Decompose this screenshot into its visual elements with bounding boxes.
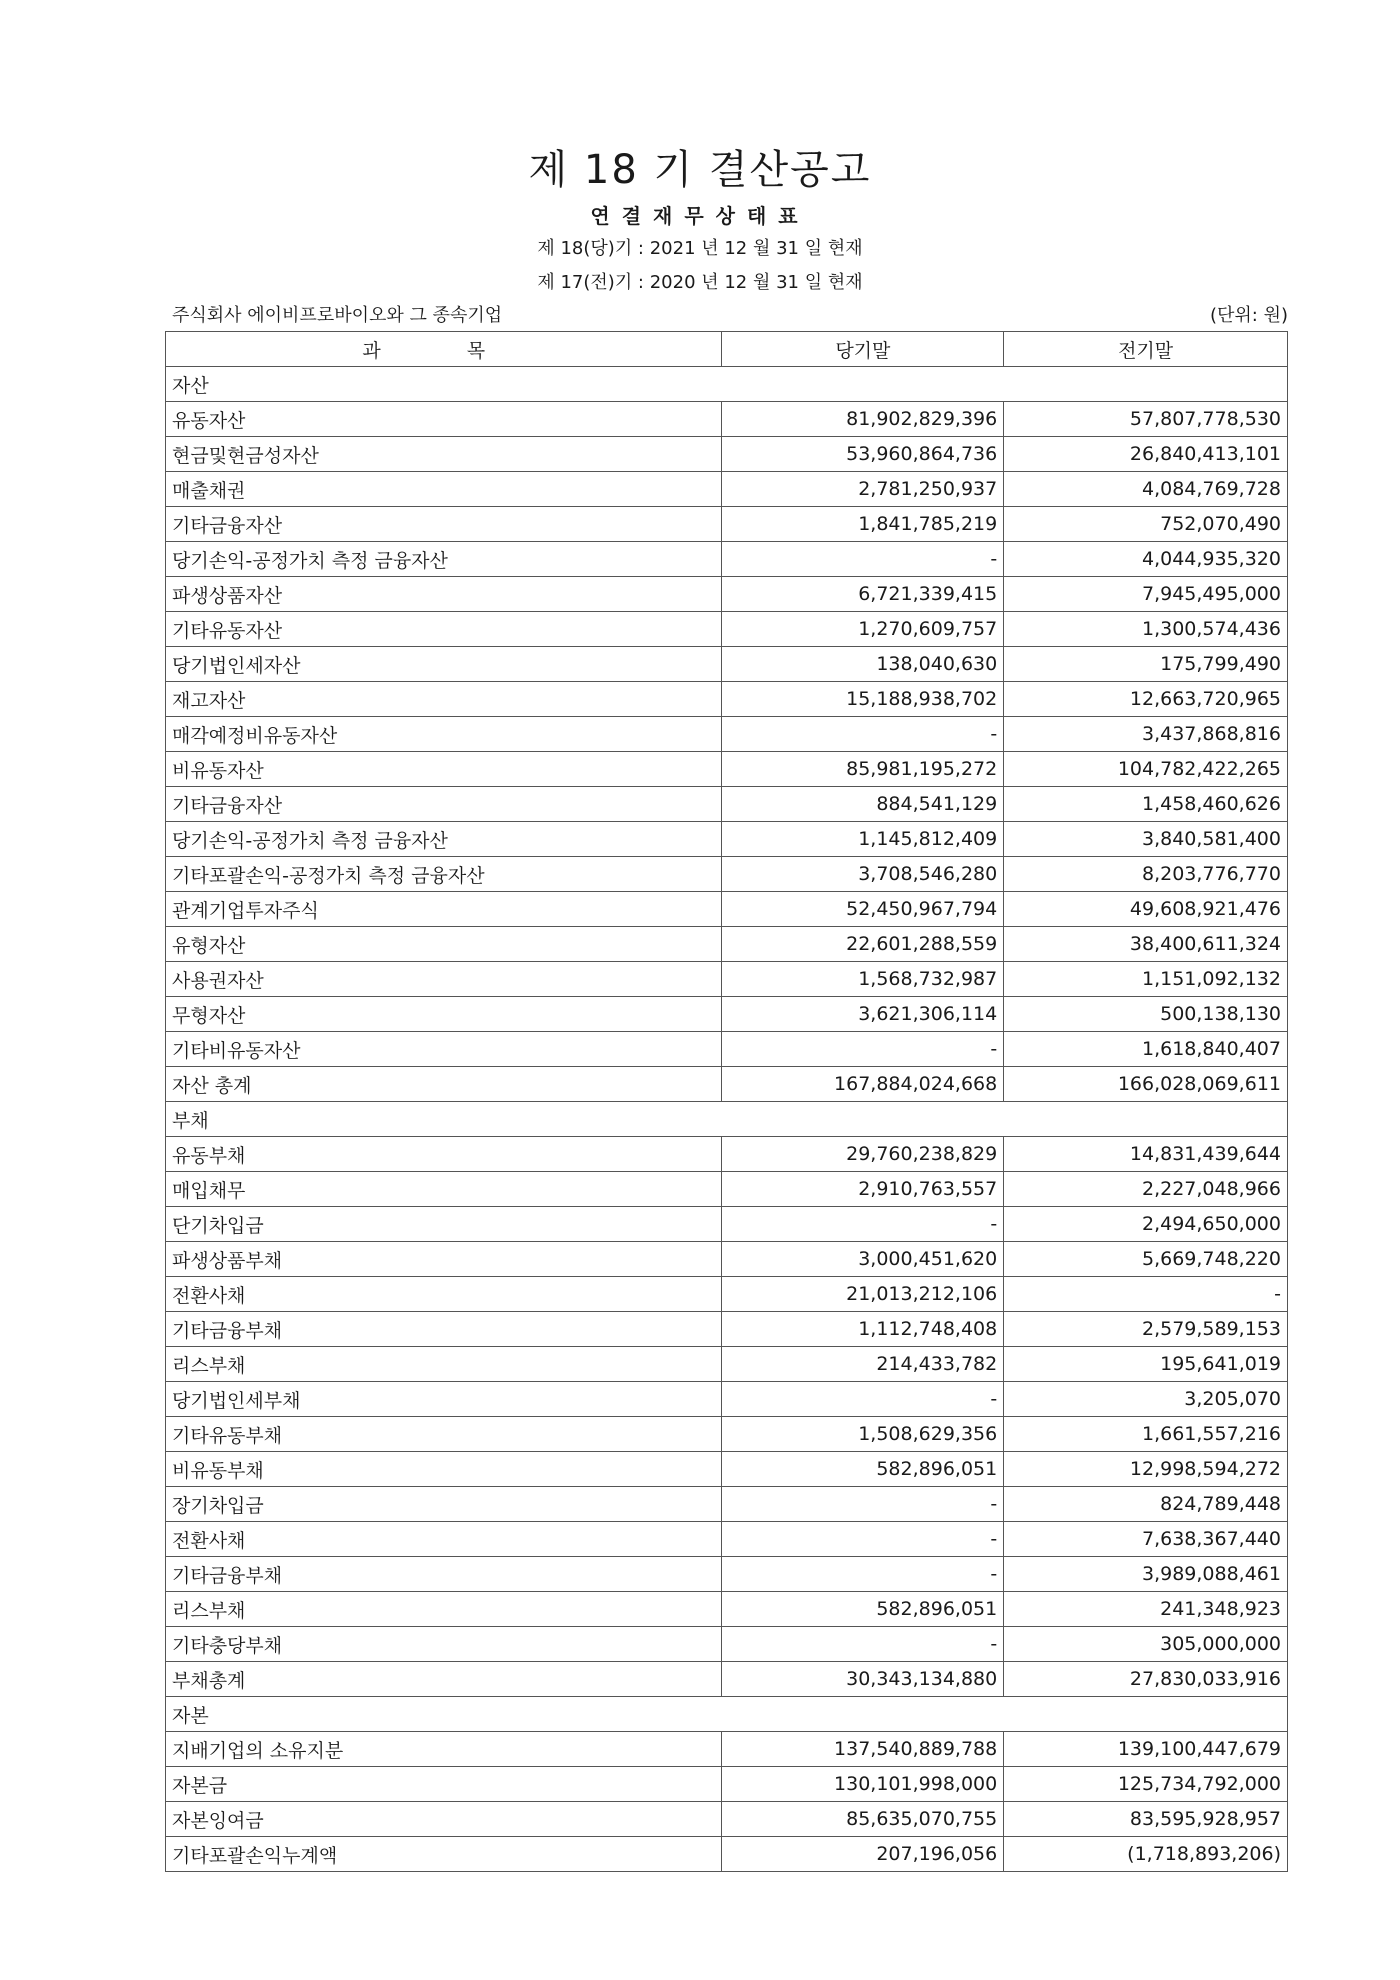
account-label: 기타금융부채 [166,1312,722,1347]
section-label: 자본 [166,1697,1288,1732]
table-row [166,1207,1288,1242]
prior-value: 305,000,000 [1004,1627,1288,1662]
table-row [166,1382,1288,1417]
current-value: 22,601,288,559 [722,927,1004,962]
table-row [166,717,1288,752]
account-label: 장기차입금 [166,1487,722,1522]
table-row [166,1347,1288,1382]
prior-value: 1,300,574,436 [1004,612,1288,647]
prior-value: 12,663,720,965 [1004,682,1288,717]
current-value: - [722,1522,1004,1557]
current-value: - [722,1557,1004,1592]
current-value: - [722,1032,1004,1067]
account-label: 기타포괄손익-공정가치 측정 금융자산 [166,857,722,892]
company-name: 주식회사 에이비프로바이오와 그 종속기업 [172,305,503,326]
table-body [166,367,1288,1872]
current-value: 15,188,938,702 [722,682,1004,717]
table-row [166,752,1288,787]
current-value: - [722,717,1004,752]
unit-label: (단위: 원) [1210,305,1288,326]
prior-value: 2,579,589,153 [1004,1312,1288,1347]
table-row [166,402,1288,437]
table-row [166,787,1288,822]
table-row [166,1627,1288,1662]
prior-value: 3,840,581,400 [1004,822,1288,857]
account-label: 리스부채 [166,1347,722,1382]
current-value: 1,270,609,757 [722,612,1004,647]
current-value: 6,721,339,415 [722,577,1004,612]
prior-value: 27,830,033,916 [1004,1662,1288,1697]
prior-value: - [1004,1277,1288,1312]
current-value: 884,541,129 [722,787,1004,822]
current-value: 52,450,967,794 [722,892,1004,927]
table-row [166,1172,1288,1207]
section-header-row [166,367,1288,402]
table-row [166,472,1288,507]
section-label: 자산 [166,367,1288,402]
balance-sheet-table [165,331,1288,1872]
account-label: 무형자산 [166,997,722,1032]
prior-value: 14,831,439,644 [1004,1137,1288,1172]
table-row [166,1452,1288,1487]
table-row [166,1417,1288,1452]
table-row [166,1137,1288,1172]
table-row [166,1032,1288,1067]
current-value: 29,760,238,829 [722,1137,1004,1172]
account-label: 사용권자산 [166,962,722,997]
prior-value: 38,400,611,324 [1004,927,1288,962]
prior-value: 26,840,413,101 [1004,437,1288,472]
account-label: 유동자산 [166,402,722,437]
account-label: 리스부채 [166,1592,722,1627]
account-label: 당기법인세자산 [166,647,722,682]
current-value: 167,884,024,668 [722,1067,1004,1102]
account-label: 기타유동자산 [166,612,722,647]
table-row [166,1067,1288,1102]
account-label: 당기손익-공정가치 측정 금융자산 [166,822,722,857]
account-label: 전환사채 [166,1522,722,1557]
current-value: 137,540,889,788 [722,1732,1004,1767]
current-value: 214,433,782 [722,1347,1004,1382]
account-label: 기타유동부채 [166,1417,722,1452]
current-value: 1,568,732,987 [722,962,1004,997]
current-value: 85,981,195,272 [722,752,1004,787]
current-value: 85,635,070,755 [722,1802,1004,1837]
prior-value: 57,807,778,530 [1004,402,1288,437]
table-row [166,997,1288,1032]
account-label: 비유동부채 [166,1452,722,1487]
table-row [166,682,1288,717]
account-label: 매출채권 [166,472,722,507]
table-row [166,1487,1288,1522]
account-label: 현금및현금성자산 [166,437,722,472]
prior-value: 1,151,092,132 [1004,962,1288,997]
account-label: 자본잉여금 [166,1802,722,1837]
prior-value: 3,989,088,461 [1004,1557,1288,1592]
account-label: 파생상품자산 [166,577,722,612]
prior-value: 5,669,748,220 [1004,1242,1288,1277]
prior-value: 166,028,069,611 [1004,1067,1288,1102]
table-row [166,1837,1288,1872]
account-label: 당기손익-공정가치 측정 금융자산 [166,542,722,577]
current-value: 130,101,998,000 [722,1767,1004,1802]
current-value: 30,343,134,880 [722,1662,1004,1697]
table-row [166,612,1288,647]
table-row [166,1557,1288,1592]
current-value: 1,112,748,408 [722,1312,1004,1347]
current-value: - [722,1207,1004,1242]
prior-value: 752,070,490 [1004,507,1288,542]
account-label: 재고자산 [166,682,722,717]
current-value: - [722,1627,1004,1662]
current-value: 207,196,056 [722,1837,1004,1872]
section-label: 부채 [166,1102,1288,1137]
account-label: 기타충당부채 [166,1627,722,1662]
table-row [166,927,1288,962]
table-header-row [166,332,1288,367]
prior-value: 1,661,557,216 [1004,1417,1288,1452]
account-label: 관계기업투자주식 [166,892,722,927]
prior-value: 8,203,776,770 [1004,857,1288,892]
table-row [166,1767,1288,1802]
account-label: 지배기업의 소유지분 [166,1732,722,1767]
account-label: 유형자산 [166,927,722,962]
account-label: 비유동자산 [166,752,722,787]
table-row [166,962,1288,997]
table-row [166,1522,1288,1557]
table-row [166,892,1288,927]
account-label: 기타비유동자산 [166,1032,722,1067]
current-value: 582,896,051 [722,1452,1004,1487]
prior-value: 125,734,792,000 [1004,1767,1288,1802]
current-value: 1,841,785,219 [722,507,1004,542]
table-row [166,542,1288,577]
statement-subtitle: 연결재무상태표 [590,204,810,228]
table-row [166,507,1288,542]
table-row [166,1732,1288,1767]
period-prior: 제 17(전)기 : 2020 년 12 월 31 일 현재 [537,272,863,293]
current-value: - [722,1487,1004,1522]
prior-value: 2,227,048,966 [1004,1172,1288,1207]
prior-value: (1,718,893,206) [1004,1837,1288,1872]
current-value: 3,000,451,620 [722,1242,1004,1277]
current-value: 3,621,306,114 [722,997,1004,1032]
prior-value: 1,458,460,626 [1004,787,1288,822]
prior-value: 241,348,923 [1004,1592,1288,1627]
account-label: 매각예정비유동자산 [166,717,722,752]
account-label: 부채총계 [166,1662,722,1697]
table-row [166,1592,1288,1627]
table-row [166,1242,1288,1277]
prior-value: 139,100,447,679 [1004,1732,1288,1767]
prior-value: 500,138,130 [1004,997,1288,1032]
account-label: 기타금융자산 [166,787,722,822]
prior-value: 3,437,868,816 [1004,717,1288,752]
current-value: 2,910,763,557 [722,1172,1004,1207]
prior-value: 12,998,594,272 [1004,1452,1288,1487]
current-value: 1,508,629,356 [722,1417,1004,1452]
current-value: 53,960,864,736 [722,437,1004,472]
account-label: 유동부채 [166,1137,722,1172]
account-label: 파생상품부채 [166,1242,722,1277]
section-header-row [166,1102,1288,1137]
prior-value: 824,789,448 [1004,1487,1288,1522]
table-row [166,437,1288,472]
account-label: 기타포괄손익누계액 [166,1837,722,1872]
table-row [166,1662,1288,1697]
prior-value: 4,084,769,728 [1004,472,1288,507]
account-label: 당기법인세부채 [166,1382,722,1417]
section-header-row [166,1697,1288,1732]
prior-value: 49,608,921,476 [1004,892,1288,927]
current-value: 3,708,546,280 [722,857,1004,892]
prior-value: 175,799,490 [1004,647,1288,682]
prior-value: 4,044,935,320 [1004,542,1288,577]
table-row [166,577,1288,612]
column-header-account: 과 목 [166,332,722,367]
account-label: 단기차입금 [166,1207,722,1242]
current-value: - [722,542,1004,577]
current-value: - [722,1382,1004,1417]
table-row [166,822,1288,857]
account-label: 자산 총계 [166,1067,722,1102]
table-row [166,1277,1288,1312]
table-row [166,647,1288,682]
table-row [166,857,1288,892]
period-current: 제 18(당)기 : 2021 년 12 월 31 일 현재 [537,238,863,259]
account-label: 매입채무 [166,1172,722,1207]
prior-value: 195,641,019 [1004,1347,1288,1382]
prior-value: 83,595,928,957 [1004,1802,1288,1837]
account-label: 자본금 [166,1767,722,1802]
prior-value: 7,945,495,000 [1004,577,1288,612]
prior-value: 2,494,650,000 [1004,1207,1288,1242]
current-value: 582,896,051 [722,1592,1004,1627]
current-value: 81,902,829,396 [722,402,1004,437]
column-header-prior: 전기말 [1004,332,1288,367]
current-value: 21,013,212,106 [722,1277,1004,1312]
table-row [166,1802,1288,1837]
prior-value: 104,782,422,265 [1004,752,1288,787]
prior-value: 3,205,070 [1004,1382,1288,1417]
account-label: 기타금융부채 [166,1557,722,1592]
prior-value: 1,618,840,407 [1004,1032,1288,1067]
prior-value: 7,638,367,440 [1004,1522,1288,1557]
current-value: 1,145,812,409 [722,822,1004,857]
page-title: 제 18 기 결산공고 [528,147,872,193]
current-value: 138,040,630 [722,647,1004,682]
account-label: 전환사채 [166,1277,722,1312]
current-value: 2,781,250,937 [722,472,1004,507]
table-row [166,1312,1288,1347]
column-header-current: 당기말 [722,332,1004,367]
account-label: 기타금융자산 [166,507,722,542]
